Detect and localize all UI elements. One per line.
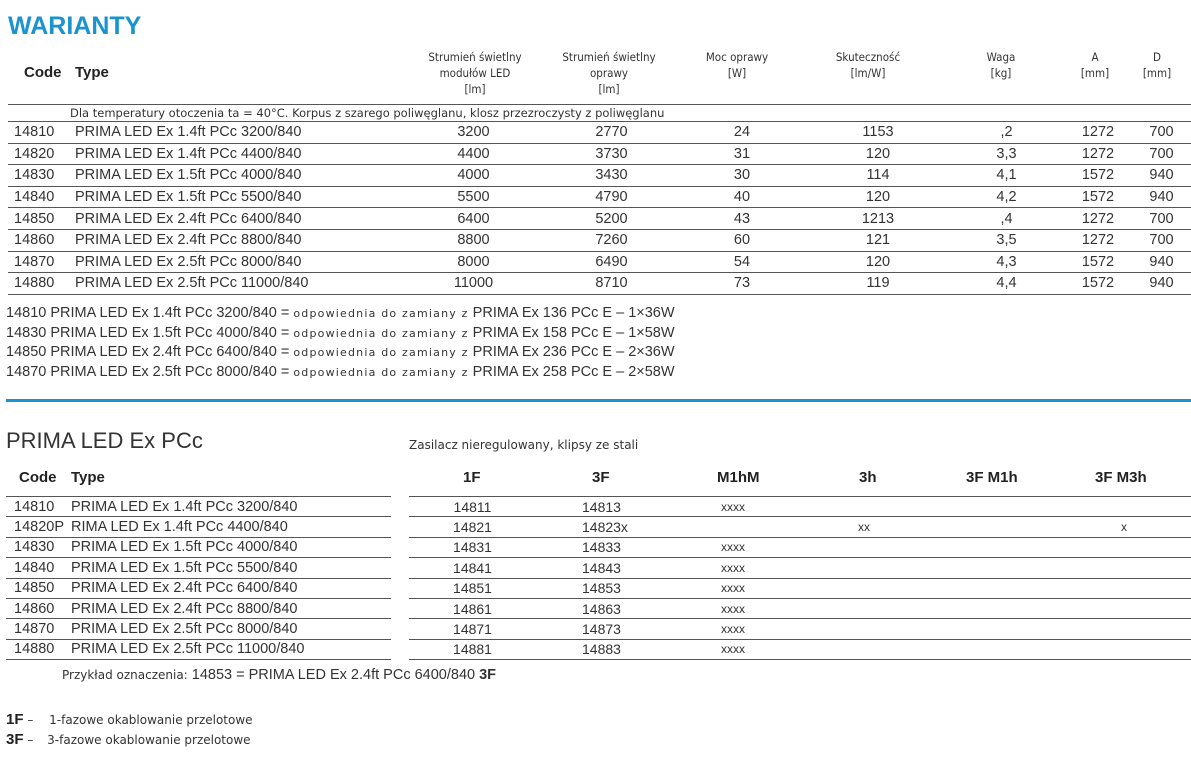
table-row bbox=[8, 208, 1191, 230]
table-row bbox=[409, 517, 1191, 537]
table-row bbox=[8, 122, 1191, 144]
cell-code: 14840 bbox=[8, 186, 66, 208]
cell-m1hm: xxxx bbox=[669, 558, 797, 578]
cell-flux-module: 4000 bbox=[401, 165, 546, 187]
table-row bbox=[409, 497, 1191, 517]
col-header-a: A [mm] bbox=[1080, 50, 1110, 80]
cell-3fm3h bbox=[1057, 537, 1191, 557]
cell-flux-module: 3200 bbox=[401, 122, 546, 144]
cell-d: 700 bbox=[1132, 143, 1191, 165]
cell-code: 14850 bbox=[6, 578, 64, 598]
cell-1f: 14841 bbox=[409, 558, 536, 578]
replacement-line: 14850 PRIMA LED Ex 2.4ft PCc 6400/840 = odpowiednia do zamiany z PRIMA Ex 236 PCc E – 2×36W bbox=[6, 344, 675, 361]
variants-note: Dla temperatury otoczenia ta = 40°C. Korpus z szarego poliwęglanu, klosz przezroczysty z poliwęglanu bbox=[8, 105, 1191, 122]
cell-m1hm: xxxx bbox=[669, 537, 797, 557]
cell-type: PRIMA LED Ex 1.4ft PCc 3200/840 bbox=[64, 497, 391, 517]
cell-3fm3h bbox=[1057, 598, 1191, 618]
cell-3f: 14833 bbox=[536, 537, 669, 557]
cell-flux-fixture: 3730 bbox=[546, 143, 677, 165]
cell-d: 940 bbox=[1132, 251, 1191, 273]
variants-codes-table bbox=[409, 496, 1191, 660]
cell-weight: 3,5 bbox=[949, 229, 1064, 251]
col-header-efficacy: Skuteczność [lm/W] bbox=[835, 50, 901, 80]
col-header-weight: Waga [kg] bbox=[986, 50, 1016, 80]
cell-flux-fixture: 8710 bbox=[546, 273, 677, 295]
table-row bbox=[6, 619, 391, 639]
cell-d: 940 bbox=[1132, 165, 1191, 187]
cell-weight: 4,2 bbox=[949, 186, 1064, 208]
col-header-type: Type bbox=[75, 64, 109, 81]
cell-3fm3h bbox=[1057, 578, 1191, 598]
table-row bbox=[8, 273, 1191, 295]
table-row bbox=[8, 186, 1191, 208]
cell-1f: 14871 bbox=[409, 619, 536, 639]
col2-header-code: Code bbox=[19, 469, 57, 486]
cell-1f: 14811 bbox=[409, 497, 536, 517]
cell-3f: 14813 bbox=[536, 497, 669, 517]
cell-d: 940 bbox=[1132, 186, 1191, 208]
cell-flux-module: 8800 bbox=[401, 229, 546, 251]
cell-code: 14830 bbox=[6, 537, 64, 557]
legend-item: 3F – 3-fazowe okablowanie przelotowe bbox=[6, 731, 251, 748]
replacement-line: 14810 PRIMA LED Ex 1.4ft PCc 3200/840 = odpowiednia do zamiany z PRIMA Ex 136 PCc E – 1×36W bbox=[6, 305, 675, 321]
replacement-line: 14870 PRIMA LED Ex 2.5ft PCc 8000/840 = odpowiednia do zamiany z PRIMA Ex 258 PCc E – 2×58W bbox=[6, 363, 675, 380]
cell-code: 14870 bbox=[8, 251, 66, 273]
col-header-power: Moc oprawy [W] bbox=[705, 50, 769, 80]
cell-efficacy: 121 bbox=[807, 229, 949, 251]
example-suffix: 3F bbox=[479, 667, 497, 683]
cell-m1hm: xxxx bbox=[669, 598, 797, 618]
cell-d: 940 bbox=[1132, 273, 1191, 295]
cell-a: 1572 bbox=[1064, 273, 1132, 295]
cell-3fm1h bbox=[931, 598, 1057, 618]
cell-3fm1h bbox=[931, 517, 1057, 537]
cell-d: 700 bbox=[1132, 122, 1191, 144]
example-designation bbox=[62, 667, 496, 683]
cell-3fm3h bbox=[1057, 639, 1191, 659]
cell-type: RIMA LED Ex 1.4ft PCc 4400/840 bbox=[64, 517, 391, 537]
cell-flux-fixture: 5200 bbox=[546, 208, 677, 230]
cell-type: PRIMA LED Ex 2.5ft PCc 8000/840 bbox=[64, 619, 391, 639]
cell-efficacy: 120 bbox=[807, 186, 949, 208]
cell-type: PRIMA LED Ex 1.5ft PCc 5500/840 bbox=[64, 558, 391, 578]
table-row bbox=[8, 143, 1191, 165]
cell-type: PRIMA LED Ex 2.4ft PCc 8800/840 bbox=[66, 229, 401, 251]
col2-header-1f: 1F bbox=[463, 469, 481, 486]
cell-power: 54 bbox=[677, 251, 807, 273]
cell-a: 1272 bbox=[1064, 122, 1132, 144]
cell-a: 1272 bbox=[1064, 229, 1132, 251]
cell-code: 14820 bbox=[8, 143, 66, 165]
cell-flux-fixture: 7260 bbox=[546, 229, 677, 251]
cell-weight: ,4 bbox=[949, 208, 1064, 230]
table-row bbox=[6, 537, 391, 557]
cell-power: 30 bbox=[677, 165, 807, 187]
codes-table bbox=[6, 496, 391, 660]
col-header-code: Code bbox=[24, 64, 62, 81]
col2-header-3h: 3h bbox=[859, 469, 877, 486]
cell-1f: 14881 bbox=[409, 639, 536, 659]
cell-flux-module: 5500 bbox=[401, 186, 546, 208]
col-header-d: D [mm] bbox=[1142, 50, 1172, 80]
cell-type: PRIMA LED Ex 2.4ft PCc 8800/840 bbox=[64, 598, 391, 618]
cell-flux-fixture: 4790 bbox=[546, 186, 677, 208]
section-title: PRIMA LED Ex PCc bbox=[6, 428, 203, 453]
cell-code: 14870 bbox=[6, 619, 64, 639]
cell-m1hm bbox=[669, 517, 797, 537]
replacement-notes bbox=[6, 304, 675, 382]
cell-flux-fixture: 2770 bbox=[546, 122, 677, 144]
table-row bbox=[409, 558, 1191, 578]
cell-type: PRIMA LED Ex 1.5ft PCc 5500/840 bbox=[66, 186, 401, 208]
page-title: WARIANTY bbox=[8, 12, 142, 40]
cell-3h bbox=[797, 497, 931, 517]
col2-header-type: Type bbox=[71, 469, 105, 486]
cell-3fm1h bbox=[931, 619, 1057, 639]
cell-type: PRIMA LED Ex 2.4ft PCc 6400/840 bbox=[66, 208, 401, 230]
cell-3h bbox=[797, 578, 931, 598]
cell-code: 14860 bbox=[6, 598, 64, 618]
cell-type: PRIMA LED Ex 1.4ft PCc 3200/840 bbox=[66, 122, 401, 144]
cell-code: 14880 bbox=[8, 273, 66, 295]
cell-3h bbox=[797, 639, 931, 659]
cell-3f: 14873 bbox=[536, 619, 669, 639]
table-row bbox=[6, 639, 391, 659]
cell-3f: 14883 bbox=[536, 639, 669, 659]
cell-efficacy: 1153 bbox=[807, 122, 949, 144]
cell-flux-module: 6400 bbox=[401, 208, 546, 230]
cell-3fm1h bbox=[931, 558, 1057, 578]
cell-flux-module: 4400 bbox=[401, 143, 546, 165]
cell-m1hm: xxxx bbox=[669, 619, 797, 639]
legend-item: 1F – 1-fazowe okablowanie przelotowe bbox=[6, 711, 253, 728]
cell-power: 73 bbox=[677, 273, 807, 295]
cell-type: PRIMA LED Ex 1.4ft PCc 4400/840 bbox=[66, 143, 401, 165]
cell-a: 1572 bbox=[1064, 186, 1132, 208]
cell-type: PRIMA LED Ex 1.5ft PCc 4000/840 bbox=[66, 165, 401, 187]
table-row bbox=[8, 229, 1191, 251]
cell-1f: 14821 bbox=[409, 517, 536, 537]
col-header-flux-module: Strumień świetlny modułów LED [lm] bbox=[428, 50, 522, 96]
cell-weight: 4,4 bbox=[949, 273, 1064, 295]
table-row bbox=[6, 497, 391, 517]
table-row bbox=[6, 558, 391, 578]
cell-weight: 4,1 bbox=[949, 165, 1064, 187]
cell-flux-module: 8000 bbox=[401, 251, 546, 273]
cell-efficacy: 119 bbox=[807, 273, 949, 295]
cell-efficacy: 120 bbox=[807, 251, 949, 273]
cell-3fm1h bbox=[931, 537, 1057, 557]
cell-d: 700 bbox=[1132, 229, 1191, 251]
cell-3f: 14863 bbox=[536, 598, 669, 618]
cell-type: PRIMA LED Ex 2.5ft PCc 11000/840 bbox=[64, 639, 391, 659]
cell-code: 14830 bbox=[8, 165, 66, 187]
cell-3fm3h: x bbox=[1057, 517, 1191, 537]
cell-3f: 14843 bbox=[536, 558, 669, 578]
cell-type: PRIMA LED Ex 2.4ft PCc 6400/840 bbox=[64, 578, 391, 598]
cell-type: PRIMA LED Ex 1.5ft PCc 4000/840 bbox=[64, 537, 391, 557]
cell-type: PRIMA LED Ex 2.5ft PCc 11000/840 bbox=[66, 273, 401, 295]
example-value: 14853 = PRIMA LED Ex 2.4ft PCc 6400/840 bbox=[191, 667, 476, 683]
col2-header-m1hm: M1hM bbox=[717, 469, 760, 486]
cell-3f: 14823x bbox=[536, 517, 669, 537]
cell-a: 1572 bbox=[1064, 165, 1132, 187]
cell-3fm3h bbox=[1057, 619, 1191, 639]
table-row bbox=[409, 537, 1191, 557]
cell-code: 14880 bbox=[6, 639, 64, 659]
cell-code: 14820P bbox=[6, 517, 64, 537]
table-row bbox=[6, 598, 391, 618]
cell-code: 14850 bbox=[8, 208, 66, 230]
table-row bbox=[6, 578, 391, 598]
col2-header-3f: 3F bbox=[592, 469, 610, 486]
cell-3h: xx bbox=[797, 517, 931, 537]
section-divider bbox=[6, 399, 1191, 402]
cell-efficacy: 114 bbox=[807, 165, 949, 187]
cell-flux-fixture: 3430 bbox=[546, 165, 677, 187]
cell-3h bbox=[797, 558, 931, 578]
col-header-flux-fixture: Strumień świetlny oprawy [lm] bbox=[562, 50, 656, 96]
example-label: Przykład oznaczenia: bbox=[62, 668, 188, 682]
cell-efficacy: 1213 bbox=[807, 208, 949, 230]
cell-3fm3h bbox=[1057, 558, 1191, 578]
cell-power: 31 bbox=[677, 143, 807, 165]
cell-a: 1572 bbox=[1064, 251, 1132, 273]
cell-power: 43 bbox=[677, 208, 807, 230]
cell-weight: 3,3 bbox=[949, 143, 1064, 165]
cell-3f: 14853 bbox=[536, 578, 669, 598]
variants-table bbox=[8, 104, 1191, 295]
cell-code: 14840 bbox=[6, 558, 64, 578]
cell-3fm1h bbox=[931, 578, 1057, 598]
cell-m1hm: xxxx bbox=[669, 639, 797, 659]
cell-flux-fixture: 6490 bbox=[546, 251, 677, 273]
cell-weight: 4,3 bbox=[949, 251, 1064, 273]
cell-a: 1272 bbox=[1064, 143, 1132, 165]
cell-3h bbox=[797, 537, 931, 557]
cell-m1hm: xxxx bbox=[669, 497, 797, 517]
replacement-line: 14830 PRIMA LED Ex 1.5ft PCc 4000/840 = odpowiednia do zamiany z PRIMA Ex 158 PCc E – 1×58W bbox=[6, 324, 675, 341]
section-note: Zasilacz nieregulowany, klipsy ze stali bbox=[409, 438, 639, 452]
cell-1f: 14861 bbox=[409, 598, 536, 618]
table-row bbox=[8, 165, 1191, 187]
cell-3fm1h bbox=[931, 497, 1057, 517]
cell-efficacy: 120 bbox=[807, 143, 949, 165]
cell-code: 14810 bbox=[8, 122, 66, 144]
table-row bbox=[8, 251, 1191, 273]
cell-code: 14860 bbox=[8, 229, 66, 251]
cell-flux-module: 11000 bbox=[401, 273, 546, 295]
cell-1f: 14831 bbox=[409, 537, 536, 557]
cell-power: 60 bbox=[677, 229, 807, 251]
cell-3h bbox=[797, 598, 931, 618]
table-row bbox=[409, 578, 1191, 598]
cell-d: 700 bbox=[1132, 208, 1191, 230]
cell-3fm1h bbox=[931, 639, 1057, 659]
cell-power: 40 bbox=[677, 186, 807, 208]
cell-3h bbox=[797, 619, 931, 639]
table-row bbox=[409, 619, 1191, 639]
table-row bbox=[409, 598, 1191, 618]
cell-3fm3h bbox=[1057, 497, 1191, 517]
cell-power: 24 bbox=[677, 122, 807, 144]
table-row bbox=[6, 517, 391, 537]
col2-header-3fm1h: 3F M1h bbox=[966, 469, 1018, 486]
cell-1f: 14851 bbox=[409, 578, 536, 598]
cell-a: 1272 bbox=[1064, 208, 1132, 230]
cell-m1hm: xxxx bbox=[669, 578, 797, 598]
cell-weight: ,2 bbox=[949, 122, 1064, 144]
cell-type: PRIMA LED Ex 2.5ft PCc 8000/840 bbox=[66, 251, 401, 273]
col2-header-3fm3h: 3F M3h bbox=[1095, 469, 1147, 486]
cell-code: 14810 bbox=[6, 497, 64, 517]
variants-note-row bbox=[8, 105, 1191, 122]
table-row bbox=[409, 639, 1191, 659]
